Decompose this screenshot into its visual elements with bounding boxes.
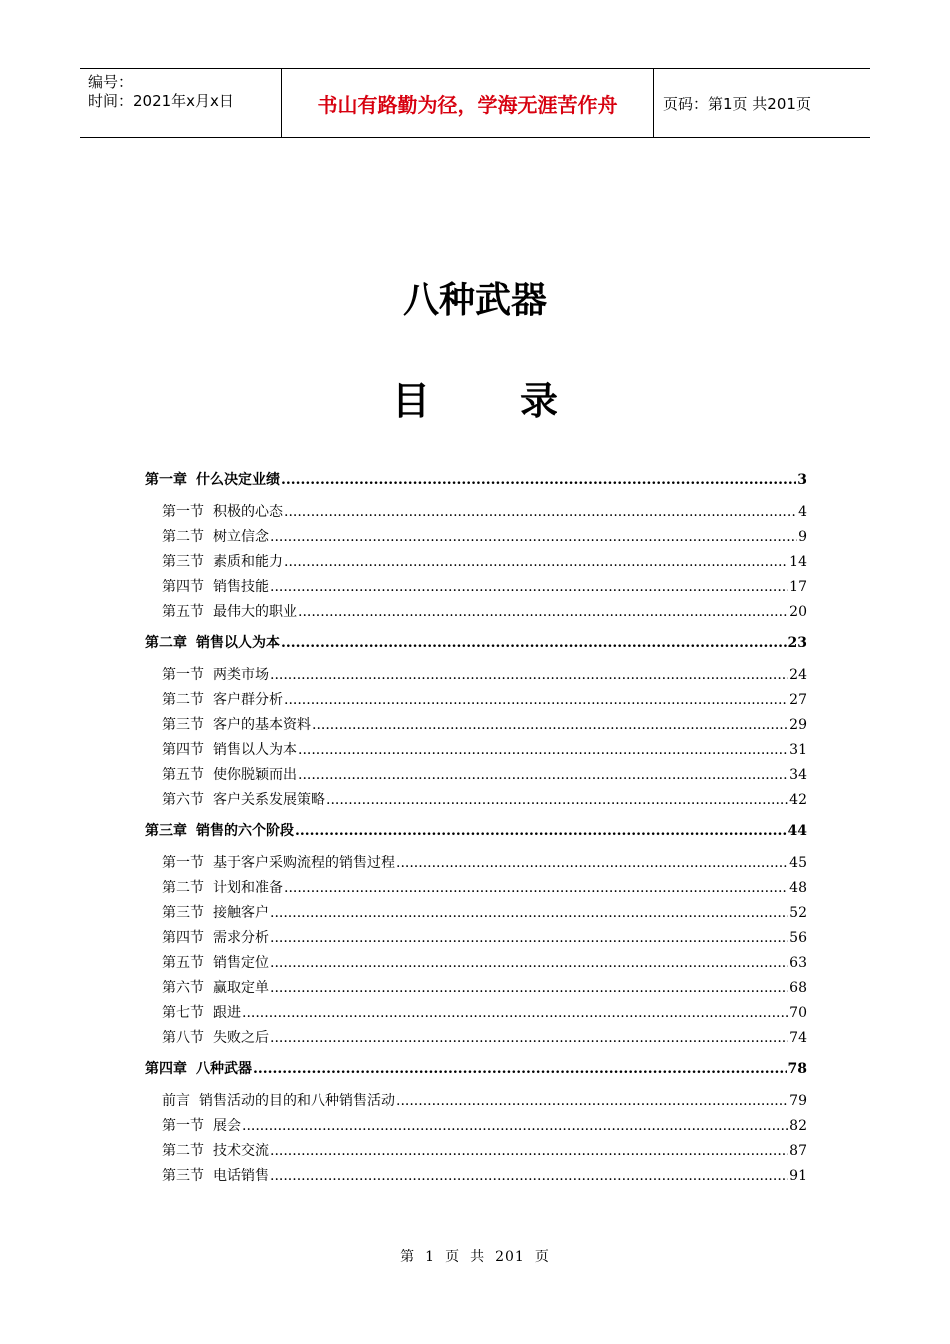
dot-leader [270, 1164, 788, 1189]
toc-section-title: 最伟大的职业 [213, 604, 297, 620]
toc-section-page: 45 [789, 855, 807, 871]
toc-section-number: 第三节 [162, 717, 204, 733]
footer-text-1: 第 [400, 1249, 416, 1265]
toc-section-label [162, 600, 297, 625]
toc-section-title: 接触客户 [213, 905, 269, 921]
toc-section-number: 第二节 [162, 529, 204, 545]
dot-leader [270, 1026, 788, 1051]
dot-leader [298, 600, 788, 625]
toc-section-number: 第八节 [162, 1030, 204, 1046]
footer-text-3: 共 [470, 1249, 486, 1265]
toc-chapter-page: 23 [787, 635, 807, 651]
toc-section-title: 电话销售 [213, 1168, 269, 1184]
toc-section-number: 第六节 [162, 980, 204, 996]
toc-section-page: 68 [789, 980, 807, 996]
toc-section-page: 20 [789, 604, 807, 620]
toc-section-title: 客户的基本资料 [213, 717, 311, 733]
toc-section-title: 客户群分析 [213, 692, 283, 708]
toc-chapter[interactable] [145, 817, 807, 845]
toc-section-page: 79 [789, 1093, 807, 1109]
toc-chapter-number: 第一章 [145, 472, 187, 488]
toc-chapter-page: 78 [787, 1061, 807, 1077]
page-header [80, 68, 870, 138]
toc-section[interactable] [145, 688, 807, 713]
header-page-info: 页码：第1页 共201页 [663, 94, 811, 113]
toc-section-number: 第二节 [162, 1143, 204, 1159]
toc-section-label [162, 1114, 241, 1139]
toc-heading [0, 370, 950, 425]
toc-section-label [162, 713, 311, 738]
toc-section-number: 第四节 [162, 742, 204, 758]
toc-section-page: 74 [789, 1030, 807, 1046]
toc-section-label [162, 951, 269, 976]
toc-section[interactable] [145, 575, 807, 600]
toc-chapter-number: 第四章 [145, 1061, 187, 1077]
toc-section-page: 34 [789, 767, 807, 783]
toc-chapter-number: 第二章 [145, 635, 187, 651]
dot-leader [284, 550, 788, 575]
toc-section[interactable] [145, 926, 807, 951]
dot-leader [284, 500, 797, 525]
toc-section-title: 客户关系发展策略 [213, 792, 325, 808]
page-footer [0, 1246, 950, 1266]
header-motto: 书山有路勤为径，学海无涯苦作舟 [282, 69, 654, 137]
dot-leader [396, 1089, 788, 1114]
toc-section-number: 第六节 [162, 792, 204, 808]
toc-section-page: 70 [789, 1005, 807, 1021]
toc-section-title: 素质和能力 [213, 554, 283, 570]
toc-section-title: 两类市场 [213, 667, 269, 683]
date-label: 时间：2021年x月x日 [88, 92, 234, 110]
toc-section[interactable] [145, 1001, 807, 1026]
toc-section-title: 使你脱颖而出 [213, 767, 297, 783]
toc-section[interactable] [145, 550, 807, 575]
toc-section-page: 24 [789, 667, 807, 683]
toc-section[interactable] [145, 738, 807, 763]
toc-section-page: 9 [798, 529, 807, 545]
toc-section-label [162, 901, 269, 926]
toc-section-number: 第二节 [162, 880, 204, 896]
serial-label: 编号： [88, 73, 134, 91]
dot-leader [270, 926, 788, 951]
toc-section[interactable] [145, 1026, 807, 1051]
toc-section-title: 树立信念 [213, 529, 269, 545]
toc-section[interactable] [145, 525, 807, 550]
toc-section-page: 48 [789, 880, 807, 896]
toc-section-label [162, 738, 297, 763]
table-of-contents [145, 466, 807, 1193]
document-title: 八种武器 [402, 280, 547, 321]
dot-leader [270, 575, 788, 600]
dot-leader [284, 688, 788, 713]
dot-leader [298, 738, 788, 763]
toc-section-label [162, 1026, 269, 1051]
toc-section-number: 第二节 [162, 692, 204, 708]
toc-section[interactable] [145, 1089, 807, 1114]
toc-section-title: 销售以人为本 [213, 742, 297, 758]
dot-leader [281, 466, 796, 494]
dot-leader [270, 901, 788, 926]
toc-section-page: 29 [789, 717, 807, 733]
toc-section-label [162, 926, 269, 951]
toc-section-label [162, 1001, 241, 1026]
toc-section-label [162, 500, 283, 525]
toc-section[interactable] [145, 976, 807, 1001]
toc-section-page: 52 [789, 905, 807, 921]
toc-section[interactable] [145, 713, 807, 738]
dot-leader [242, 1001, 788, 1026]
toc-section-page: 31 [789, 742, 807, 758]
toc-section[interactable] [145, 951, 807, 976]
toc-section[interactable] [145, 663, 807, 688]
toc-section-label [162, 525, 269, 550]
toc-chapter-label [145, 629, 280, 657]
toc-section-page: 27 [789, 692, 807, 708]
toc-section-title: 跟进 [213, 1005, 241, 1021]
toc-chapter-number: 第三章 [145, 823, 187, 839]
toc-section-title: 销售活动的目的和八种销售活动 [199, 1093, 395, 1109]
dot-leader [281, 629, 787, 657]
dot-leader [295, 817, 787, 845]
toc-section-title: 展会 [213, 1118, 241, 1134]
toc-chapter-label [145, 466, 280, 494]
toc-section-number: 第四节 [162, 930, 204, 946]
toc-section[interactable] [145, 1164, 807, 1189]
footer-text-4: 页 [534, 1249, 550, 1265]
toc-section-label [162, 1139, 269, 1164]
toc-section-page: 56 [789, 930, 807, 946]
toc-section[interactable] [145, 1139, 807, 1164]
toc-section-label [162, 1089, 395, 1114]
toc-section-page: 82 [789, 1118, 807, 1134]
toc-chapter-title: 什么决定业绩 [196, 472, 280, 488]
dot-leader [396, 851, 788, 876]
toc-section-page: 87 [789, 1143, 807, 1159]
toc-section-number: 第一节 [162, 855, 204, 871]
dot-leader [270, 976, 788, 1001]
toc-section-label [162, 788, 325, 813]
toc-section-number: 第三节 [162, 1168, 204, 1184]
toc-section-number: 第三节 [162, 905, 204, 921]
toc-section-number: 第五节 [162, 955, 204, 971]
toc-section-label [162, 851, 395, 876]
toc-section[interactable] [145, 500, 807, 525]
header-meta [80, 69, 282, 137]
toc-section-title: 销售定位 [213, 955, 269, 971]
toc-chapter-title: 销售以人为本 [196, 635, 280, 651]
toc-section-page: 91 [789, 1168, 807, 1184]
footer-page-number: 1 [425, 1249, 436, 1265]
dot-leader [270, 1139, 788, 1164]
toc-chapter-page: 44 [787, 823, 807, 839]
toc-section[interactable] [145, 600, 807, 625]
toc-section-number: 第五节 [162, 604, 204, 620]
toc-section-label [162, 876, 283, 901]
footer-total-pages: 201 [495, 1249, 525, 1265]
toc-section-title: 赢取定单 [213, 980, 269, 996]
toc-heading-left: 目 [391, 379, 430, 423]
toc-section-number: 第四节 [162, 579, 204, 595]
dot-leader [298, 763, 788, 788]
toc-section-page: 63 [789, 955, 807, 971]
toc-section[interactable] [145, 901, 807, 926]
toc-section-title: 计划和准备 [213, 880, 283, 896]
dot-leader [326, 788, 788, 813]
toc-section-label [162, 763, 297, 788]
dot-leader [284, 876, 788, 901]
toc-section-page: 14 [789, 554, 807, 570]
toc-chapter-title: 销售的六个阶段 [196, 823, 294, 839]
toc-section-title: 失败之后 [213, 1030, 269, 1046]
dot-leader [270, 951, 788, 976]
toc-section-label [162, 1164, 269, 1189]
toc-section-title: 积极的心态 [213, 504, 283, 520]
toc-heading-right: 录 [520, 379, 559, 423]
footer-text-2: 页 [445, 1249, 461, 1265]
toc-chapter-label [145, 1055, 252, 1083]
toc-section-number: 前言 [162, 1093, 190, 1109]
toc-section-page: 42 [789, 792, 807, 808]
dot-leader [253, 1055, 787, 1083]
toc-section[interactable] [145, 876, 807, 901]
toc-section-number: 第一节 [162, 504, 204, 520]
toc-section-label [162, 663, 269, 688]
toc-section-page: 4 [798, 504, 807, 520]
toc-section[interactable] [145, 1114, 807, 1139]
dot-leader [270, 525, 797, 550]
toc-section-number: 第五节 [162, 767, 204, 783]
toc-section-title: 需求分析 [213, 930, 269, 946]
toc-section[interactable] [145, 763, 807, 788]
toc-section-title: 销售技能 [213, 579, 269, 595]
toc-chapter[interactable] [145, 1055, 807, 1083]
toc-section-number: 第七节 [162, 1005, 204, 1021]
toc-section-label [162, 688, 283, 713]
toc-section[interactable] [145, 851, 807, 876]
toc-section-title: 基于客户采购流程的销售过程 [213, 855, 395, 871]
toc-section-number: 第一节 [162, 667, 204, 683]
toc-section-label [162, 550, 283, 575]
toc-chapter-page: 3 [797, 472, 807, 488]
toc-chapter[interactable] [145, 629, 807, 657]
toc-section-number: 第一节 [162, 1118, 204, 1134]
dot-leader [270, 663, 788, 688]
toc-chapter-label [145, 817, 294, 845]
toc-chapter[interactable] [145, 466, 807, 494]
toc-section-number: 第三节 [162, 554, 204, 570]
dot-leader [312, 713, 788, 738]
toc-section-label [162, 976, 269, 1001]
toc-section-label [162, 575, 269, 600]
toc-chapter-title: 八种武器 [196, 1061, 252, 1077]
toc-section[interactable] [145, 788, 807, 813]
toc-section-page: 17 [789, 579, 807, 595]
dot-leader [242, 1114, 788, 1139]
toc-section-title: 技术交流 [213, 1143, 269, 1159]
